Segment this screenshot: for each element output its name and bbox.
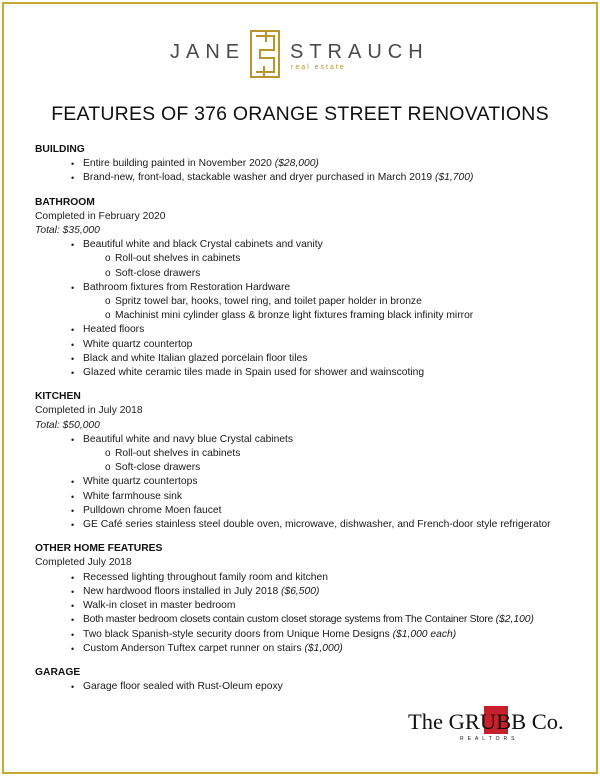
list-item xyxy=(71,642,580,656)
bullet-list xyxy=(35,238,580,380)
list-item: • White quartz countertop xyxy=(71,338,580,352)
logo-first-name: JANE xyxy=(170,41,246,63)
total-cost: Total: $35,000 xyxy=(35,225,100,237)
completed-date: Completed in February 2020 xyxy=(35,210,166,222)
section-other-home-features xyxy=(35,542,580,656)
list-item xyxy=(71,238,580,281)
total-cost: Total: $50,000 xyxy=(35,419,100,431)
item-amount: ($2,100) xyxy=(495,614,534,626)
item-amount: ($1,000) xyxy=(304,642,343,654)
completed-date: Completed in July 2018 xyxy=(35,405,143,417)
list-item xyxy=(71,171,580,185)
grubb-letter: U xyxy=(479,709,497,734)
page-title: FEATURES OF 376 ORANGE STREET RENOVATIONS xyxy=(51,103,549,125)
sub-list-item: o Soft-close drawers xyxy=(105,461,580,475)
list-item: • Glazed white ceramic tiles made in Spain used for shower and wainscoting xyxy=(71,366,580,380)
section-kitchen xyxy=(35,390,580,532)
item-text: Brand-new, front-load, stackable washer and dryer purchased in March 2019 xyxy=(83,172,436,184)
item-text: Bathroom fixtures from Restoration Hardware xyxy=(83,281,291,293)
list-item xyxy=(71,433,580,476)
sub-list xyxy=(83,252,580,280)
grubb-tagline: REALTORS xyxy=(460,736,519,742)
list-item xyxy=(71,585,580,599)
item-text: Recessed lighting throughout family room and kitchen xyxy=(83,571,328,583)
item-text: Custom Anderson Tuftex carpet runner on stairs xyxy=(83,642,305,654)
sub-list-item: o Soft-close drawers xyxy=(105,267,580,281)
bullet-list xyxy=(35,157,580,185)
section-bathroom xyxy=(35,196,580,381)
sub-list-item: o Roll-out shelves in cabinets xyxy=(105,447,580,461)
section-title: BATHROOM xyxy=(35,196,95,208)
sub-list xyxy=(83,295,580,323)
section-title: KITCHEN xyxy=(35,391,81,403)
section-building xyxy=(35,143,580,186)
list-item: • Garage floor sealed with Rust-Oleum epoxy xyxy=(71,680,580,694)
list-item xyxy=(71,628,580,642)
item-amount: ($1,700) xyxy=(435,172,474,184)
grubb-co-logo xyxy=(408,704,578,754)
list-item xyxy=(71,157,580,171)
logo-last-name: STRAUCH xyxy=(290,41,429,63)
list-item: • Pulldown chrome Moen faucet xyxy=(71,504,580,518)
sub-list xyxy=(83,447,580,475)
sub-list-item: o Spritz towel bar, hooks, towel ring, and toilet paper holder in bronze xyxy=(105,295,580,309)
logo-tagline: real estate xyxy=(291,64,346,71)
section-title: BUILDING xyxy=(35,144,85,155)
item-text: Beautiful white and black Crystal cabinets and vanity xyxy=(83,239,323,251)
list-item: • White quartz countertops xyxy=(71,475,580,489)
document-body xyxy=(35,143,580,704)
item-text: New hardwood floors installed in July 2018 xyxy=(83,585,282,597)
completed-date: Completed July 2018 xyxy=(35,557,132,569)
item-amount: ($1,000 each) xyxy=(392,628,457,640)
item-text: Both master bedroom closets contain custom closet storage systems from The Container Store xyxy=(83,614,496,626)
bullet-list xyxy=(35,680,580,694)
grubb-suffix: BB Co. xyxy=(496,709,564,734)
bullet-list xyxy=(35,571,580,656)
list-item: • Heated floors xyxy=(71,323,580,337)
section-garage xyxy=(35,666,580,694)
list-item xyxy=(71,571,580,585)
list-item: • Black and white Italian glazed porcelain floor tiles xyxy=(71,352,580,366)
grubb-wordmark xyxy=(408,709,564,735)
item-text: Two black Spanish-style security doors from Unique Home Designs xyxy=(83,628,393,640)
list-item xyxy=(71,281,580,324)
jane-strauch-logo xyxy=(0,26,600,86)
grubb-prefix: The GR xyxy=(408,709,480,734)
bullet-list xyxy=(35,433,580,532)
item-amount: ($6,500) xyxy=(281,585,320,597)
item-amount: ($28,000) xyxy=(274,158,319,170)
list-item: • White farmhouse sink xyxy=(71,490,580,504)
item-text: Beautiful white and navy blue Crystal cabinets xyxy=(83,433,294,445)
sub-list-item: o Machinist mini cylinder glass & bronze light fixtures framing black infinity mirror xyxy=(105,309,580,323)
item-text: Entire building painted in November 2020 xyxy=(83,158,275,170)
list-item: • GE Café series stainless steel double oven, microwave, dishwasher, and French-door style refrigerator xyxy=(71,518,580,532)
item-text: Walk-in closet in master bedroom xyxy=(83,600,236,612)
sub-list-item: o Roll-out shelves in cabinets xyxy=(105,252,580,266)
section-title: GARAGE xyxy=(35,666,81,678)
list-item xyxy=(71,599,580,613)
list-item xyxy=(71,613,580,627)
monogram-icon xyxy=(248,28,282,80)
section-title: OTHER HOME FEATURES xyxy=(35,543,163,555)
